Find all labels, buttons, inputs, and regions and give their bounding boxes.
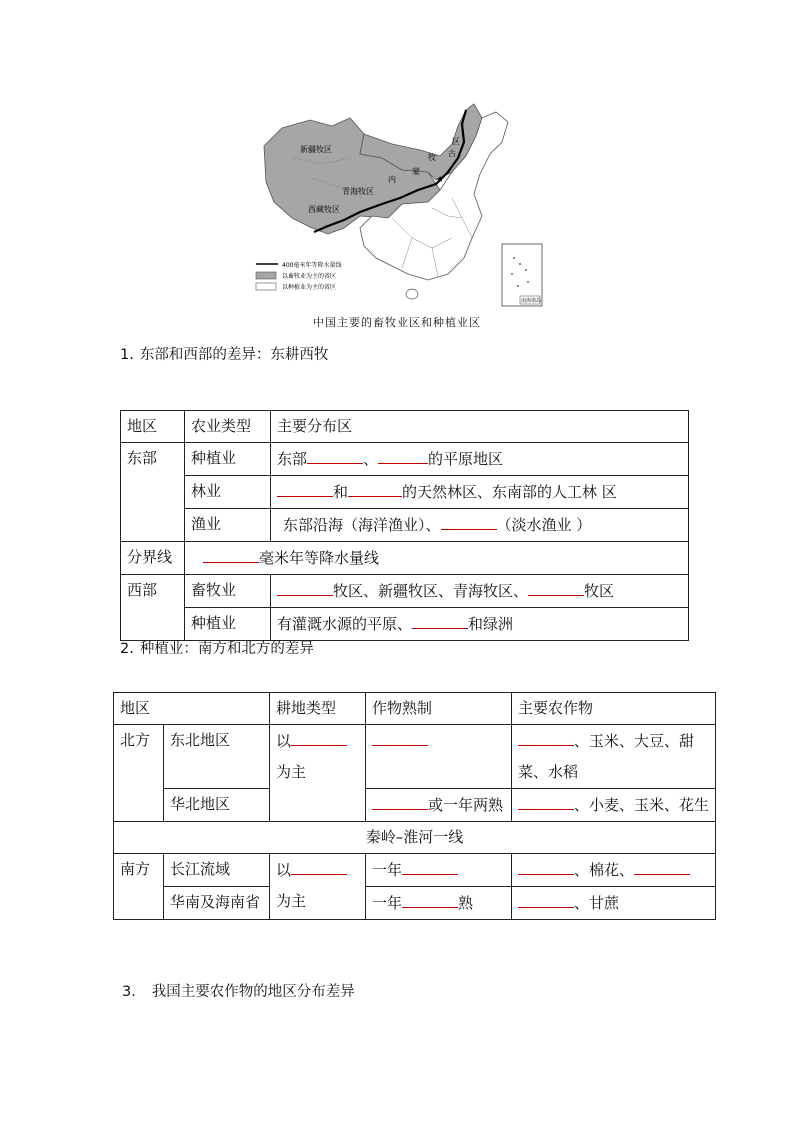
fill-blank[interactable] bbox=[518, 887, 574, 908]
fill-blank[interactable] bbox=[203, 542, 259, 563]
header-cell: 地区 bbox=[121, 411, 185, 443]
maturity-cell: 一年 bbox=[366, 854, 512, 887]
section-number: 1. bbox=[120, 347, 134, 363]
header-cell: 农业类型 bbox=[185, 411, 271, 443]
fill-blank[interactable] bbox=[528, 575, 584, 596]
subregion-cell: 华北地区 bbox=[164, 789, 270, 822]
china-agriculture-map bbox=[252, 98, 546, 310]
fill-blank[interactable] bbox=[372, 725, 428, 746]
fill-blank[interactable] bbox=[402, 887, 458, 908]
capital-star-icon: ★ bbox=[436, 175, 445, 185]
subregion-cell: 华南及海南省 bbox=[164, 887, 270, 920]
maturity-cell bbox=[366, 725, 512, 789]
legend-agri: 以种植业为主的省区 bbox=[282, 284, 337, 291]
distribution-cell: 有灌溉水源的平原、 和绿洲 bbox=[271, 608, 689, 641]
map-graphic bbox=[252, 98, 546, 310]
fill-blank[interactable] bbox=[277, 476, 333, 497]
fill-blank[interactable] bbox=[277, 575, 333, 596]
table-row bbox=[121, 542, 689, 575]
type-cell: 渔业 bbox=[185, 509, 271, 542]
table-row bbox=[114, 822, 716, 854]
table-east-west bbox=[120, 410, 689, 641]
legend-gray-swatch bbox=[256, 272, 276, 279]
table-row bbox=[121, 509, 689, 542]
section-1-heading bbox=[120, 343, 328, 364]
fill-blank[interactable] bbox=[378, 443, 428, 464]
fill-blank[interactable] bbox=[402, 854, 458, 875]
map-label-xizang: 西藏牧区 bbox=[308, 205, 340, 214]
maturity-cell: 或一年两熟 bbox=[366, 789, 512, 822]
crops-cell: 、小麦、玉米、花生 bbox=[512, 789, 716, 822]
land-type-cell: 以 为主 bbox=[270, 725, 366, 822]
divide-cell: 毫米年等降水量线 bbox=[185, 542, 689, 575]
fill-blank[interactable] bbox=[518, 725, 574, 746]
fill-blank[interactable] bbox=[518, 789, 574, 810]
table-row bbox=[121, 476, 689, 509]
crops-cell: 、棉花、 bbox=[512, 854, 716, 887]
header-cell: 主要农作物 bbox=[512, 693, 716, 725]
map-label-meng: 蒙 bbox=[412, 167, 420, 176]
distribution-cell: 牧区、新疆牧区、青海牧区、 牧区 bbox=[271, 575, 689, 608]
fill-blank[interactable] bbox=[291, 854, 347, 875]
region-east-cell: 东部 bbox=[121, 443, 185, 542]
map-label-nei: 内 bbox=[388, 175, 396, 184]
fill-blank[interactable] bbox=[518, 854, 574, 875]
subregion-cell: 东北地区 bbox=[164, 725, 270, 789]
table-row bbox=[121, 443, 689, 476]
table-row bbox=[114, 725, 716, 789]
distribution-cell: 东部沿海（海洋渔业）、 （淡水渔业 ） bbox=[271, 509, 689, 542]
crops-cell: 、甘蔗 bbox=[512, 887, 716, 920]
qinling-huaihe-divider: 秦岭–淮河一线 bbox=[114, 822, 716, 854]
header-cell: 作物熟制 bbox=[366, 693, 512, 725]
table-row bbox=[114, 789, 716, 822]
table-row bbox=[121, 575, 689, 608]
hainan-island bbox=[406, 289, 418, 299]
table-row bbox=[114, 693, 716, 725]
type-cell: 林业 bbox=[185, 476, 271, 509]
fill-blank[interactable] bbox=[634, 854, 690, 875]
map-caption: 中国主要的畜牧业区和种植业区 bbox=[313, 316, 481, 329]
legend-isohyet: 400毫米年等降水量线 bbox=[282, 262, 342, 269]
map-label-qinghai: 青海牧区 bbox=[342, 187, 374, 196]
type-cell: 种植业 bbox=[185, 443, 271, 476]
region-south-cell: 南方 bbox=[114, 854, 164, 920]
fill-blank[interactable] bbox=[441, 509, 497, 530]
section-title: 我国主要农作物的地区分布差异 bbox=[151, 984, 355, 1000]
region-west-cell: 西部 bbox=[121, 575, 185, 641]
distribution-cell: 东部 、 的平原地区 bbox=[271, 443, 689, 476]
header-cell: 耕地类型 bbox=[270, 693, 366, 725]
legend-pastoral: 以畜牧业为主的省区 bbox=[282, 273, 337, 280]
map-label-xinjiang: 新疆牧区 bbox=[300, 145, 332, 154]
table-row bbox=[114, 854, 716, 887]
table-row bbox=[121, 608, 689, 641]
type-cell: 畜牧业 bbox=[185, 575, 271, 608]
crops-cell: 、玉米、大豆、甜菜、水稻 bbox=[512, 725, 716, 789]
fill-blank[interactable] bbox=[412, 608, 468, 629]
header-cell: 地区 bbox=[114, 693, 270, 725]
land-type-cell: 以 为主 bbox=[270, 854, 366, 920]
subregion-cell: 长江流域 bbox=[164, 854, 270, 887]
maturity-cell: 一年 熟 bbox=[366, 887, 512, 920]
section-title: 东部和西部的差异：东耕西牧 bbox=[139, 347, 329, 363]
section-number: 3． bbox=[122, 984, 146, 1000]
table-north-south bbox=[113, 692, 716, 920]
type-cell: 种植业 bbox=[185, 608, 271, 641]
fill-blank[interactable] bbox=[372, 789, 428, 810]
section-title: 种植业：南方和北方的差异 bbox=[139, 641, 314, 657]
section-3-heading bbox=[122, 980, 355, 1001]
fill-blank[interactable] bbox=[307, 443, 363, 464]
legend-white-swatch bbox=[256, 283, 276, 290]
inset-label: 南海诸岛 bbox=[521, 298, 542, 304]
section-2-heading bbox=[120, 637, 314, 658]
section-number: 2. bbox=[120, 641, 134, 657]
fill-blank[interactable] bbox=[291, 725, 347, 746]
region-north-cell: 北方 bbox=[114, 725, 164, 822]
table-row bbox=[114, 887, 716, 920]
map-label-gu: 古 bbox=[448, 149, 456, 158]
divide-label-cell: 分界线 bbox=[121, 542, 185, 575]
map-label-qu: 区 bbox=[452, 137, 460, 146]
fill-blank[interactable] bbox=[348, 476, 402, 497]
table-row bbox=[121, 411, 689, 443]
map-label-mu: 牧 bbox=[428, 153, 436, 162]
header-cell: 主要分布区 bbox=[271, 411, 689, 443]
distribution-cell: 和 的天然林区、东南部的人工林 区 bbox=[271, 476, 689, 509]
